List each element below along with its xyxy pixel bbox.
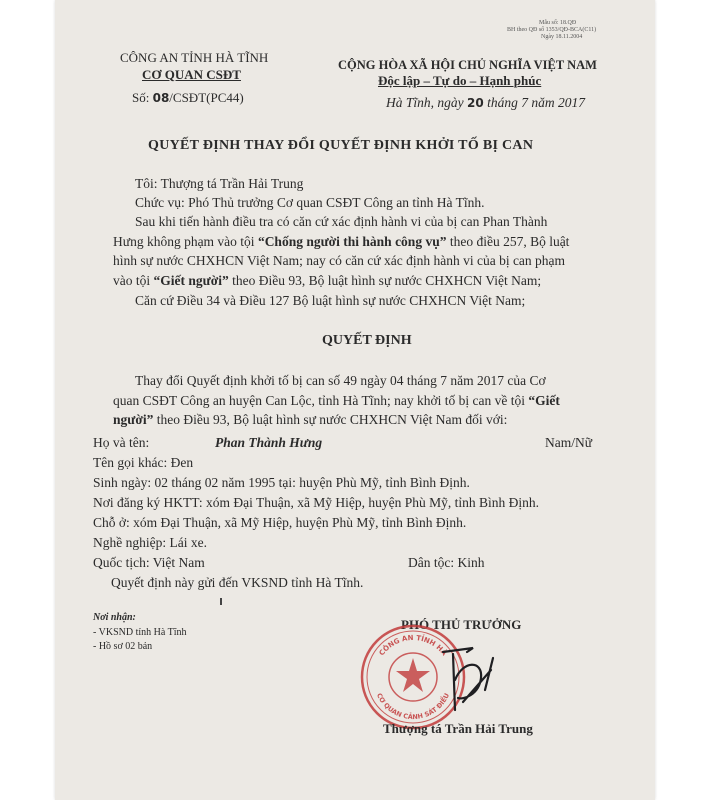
reason-text: theo điều 257, Bộ luật <box>446 234 570 249</box>
charge-name: người” <box>113 412 154 427</box>
handwritten-signature-icon <box>433 640 503 720</box>
recipient-item: - Hồ sơ 02 bản <box>93 641 153 652</box>
original-charge: “Chống người thi hành công vụ” <box>257 234 447 249</box>
reason-text: theo Điều 93, Bộ luật hình sự nước CHXHCN Việt Nam; <box>228 273 542 288</box>
registration-line: Nơi đăng ký HKTT: xóm Đại Thuận, xã Mỹ Hiệp, huyện Phù Mỹ, tỉnh Bình Định. <box>93 495 540 510</box>
recipient-item: - VKSND tỉnh Hà Tĩnh <box>93 627 187 638</box>
ethnicity-line: Dân tộc: Kinh <box>408 555 485 570</box>
send-to-line: Quyết định này gửi đến VKSND tỉnh Hà Tĩnh. <box>111 575 364 590</box>
decision-line-1: Thay đổi Quyết định khởi tố bị can số 49 ngày 04 tháng 7 năm 2017 của Cơ <box>135 373 546 388</box>
document-date <box>386 95 585 111</box>
form-code-line1: Mẫu số: 18.QĐ <box>539 20 577 26</box>
birth-line: Sinh ngày: 02 tháng 02 năm 1995 tại: huyện Phù Mỹ, tỉnh Bình Định. <box>93 475 470 490</box>
nationality-line: Quốc tịch: Việt Nam <box>93 555 205 570</box>
reason-line-3: hình sự nước CHXHCN Việt Nam; nay có căn cứ xác định hành vi của bị can phạm <box>113 253 566 268</box>
document-number <box>132 90 244 106</box>
decision-line-3 <box>113 412 507 428</box>
signer-role: PHÓ THỦ TRƯỞNG <box>401 617 522 632</box>
national-motto: Độc lập – Tự do – Hạnh phúc <box>378 73 542 88</box>
number-suffix: /CSĐT(PC44) <box>169 90 244 105</box>
reason-line-4 <box>113 273 541 289</box>
decision-line-2 <box>113 393 560 409</box>
date-prefix: Hà Tĩnh, ngày <box>386 95 464 110</box>
charge-name: “Giết <box>528 393 560 408</box>
decision-text: quan CSĐT Công an huyện Can Lộc, tỉnh Hà Tĩnh; nay khởi tố bị can về tội <box>113 393 529 408</box>
alias-line: Tên gọi khác: Đen <box>93 455 194 470</box>
unit-name: CƠ QUAN CSĐT <box>142 67 241 82</box>
agency-name: CÔNG AN TỈNH HÀ TĨNH <box>120 50 269 65</box>
number-prefix: Số: <box>132 90 150 105</box>
defendant-name: Phan Thành Hưng <box>215 435 323 450</box>
reason-text: vào tội <box>113 273 154 288</box>
reason-line-1: Sau khi tiến hành điều tra có căn cứ xác định hành vi của bị can Phan Thành <box>135 214 548 229</box>
ink-mark <box>220 598 222 605</box>
country-name: CỘNG HÒA XÃ HỘI CHỦ NGHĨA VIỆT NAM <box>338 58 597 72</box>
recipients-heading: Nơi nhận: <box>93 612 136 623</box>
seal-text-top: CÔNG AN TỈNH HÀ <box>377 633 449 658</box>
form-code-line2: BH theo QĐ số 1353/QĐ-BCA(C11) <box>507 27 597 33</box>
occupation-line: Nghề nghiệp: Lái xe. <box>93 535 207 550</box>
document-title: QUYẾT ĐỊNH THAY ĐỔI QUYẾT ĐỊNH KHỞI TỐ BỊ CAN <box>148 138 534 153</box>
position-line: Chức vụ: Phó Thủ trưởng Cơ quan CSĐT Công an tỉnh Hà Tĩnh. <box>135 195 485 210</box>
date-day-handwritten: 20 <box>467 96 484 110</box>
reason-line-2 <box>113 234 569 250</box>
number-handwritten: 08 <box>152 91 170 105</box>
signer-name: Thượng tá Trần Hải Trung <box>383 721 533 736</box>
gender-field: Nam/Nữ <box>545 435 593 450</box>
decision-text: theo Điều 93, Bộ luật hình sự nước CHXHCN Việt Nam đối với: <box>153 412 508 427</box>
seal-text-bottom: CƠ QUAN CẢNH SÁT ĐIỀU <box>374 691 452 722</box>
residence-line: Chỗ ở: xóm Đại Thuận, xã Mỹ Hiệp, huyện Phù Mỹ, tỉnh Bình Định. <box>93 515 467 530</box>
reason-text: Hưng không phạm vào tội <box>113 234 258 249</box>
document-page <box>55 0 655 800</box>
decision-heading: QUYẾT ĐỊNH <box>322 333 412 348</box>
issuer-line: Tôi: Thượng tá Trần Hải Trung <box>135 176 304 191</box>
form-code-line3: Ngày 18.11.2004 <box>541 34 583 40</box>
legal-basis-line: Căn cứ Điều 34 và Điều 127 Bộ luật hình sự nước CHXHCN Việt Nam; <box>135 293 526 308</box>
name-label: Họ và tên: <box>93 435 150 450</box>
new-charge: “Giết người” <box>153 273 229 288</box>
date-suffix: tháng 7 năm 2017 <box>487 95 585 110</box>
